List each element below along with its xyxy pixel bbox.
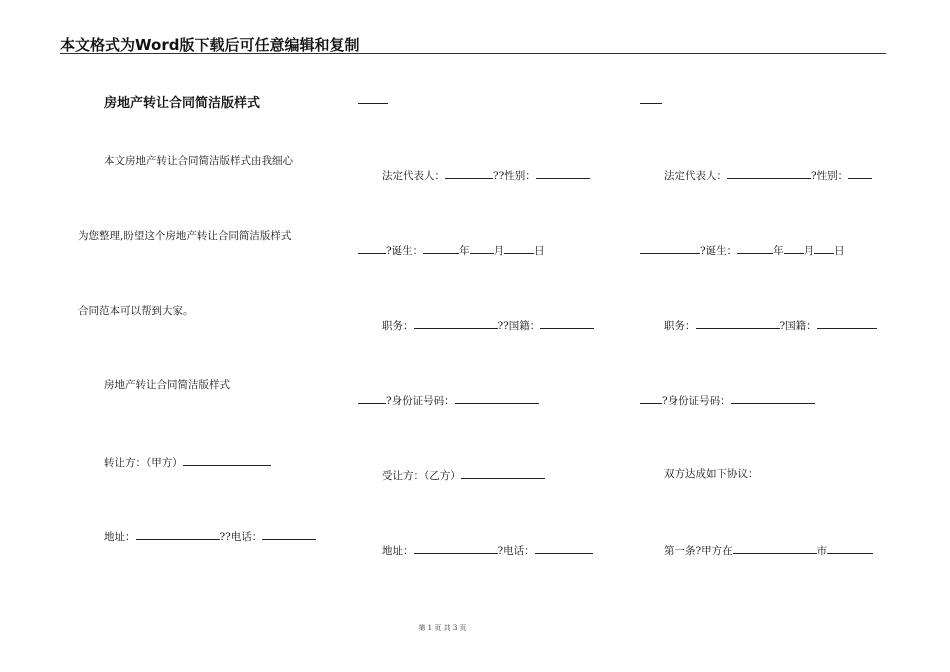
party-b-address-line <box>382 542 593 558</box>
birth-label: ?诞生： <box>700 245 738 257</box>
gender-label: ?性别： <box>811 170 849 182</box>
position-label: 职务： <box>664 320 696 332</box>
legal-rep-blank <box>445 167 493 179</box>
col2-top-blank <box>358 92 388 108</box>
day-label: 日 <box>534 245 545 257</box>
party-b-position-line <box>664 317 877 333</box>
birth-label: ?诞生： <box>386 245 424 257</box>
intro-line-3: 合同范本可以帮到大家。 <box>78 305 194 317</box>
intro-line-2: 为您整理,盼望这个房地产转让合同简洁版样式 <box>78 230 292 242</box>
gender-blank <box>536 167 590 179</box>
clause-one-label: 第一条?甲方在 <box>664 545 733 557</box>
party-a-birth-line <box>358 242 545 258</box>
document-title: 房地产转让合同简洁版样式 <box>104 96 261 111</box>
day-label: 日 <box>834 245 845 257</box>
year-label: 年 <box>773 245 784 257</box>
intro-line-1: 本文房地产转让合同简洁版样式由我细心 <box>104 155 293 167</box>
month-label: 月 <box>493 245 505 257</box>
header-divider <box>60 53 886 54</box>
page-total: 3 <box>452 624 458 632</box>
legal-rep-label: 法定代表人： <box>382 170 445 182</box>
id-label: ?身份证号码： <box>386 395 455 407</box>
phone-label: ??电话： <box>219 531 263 543</box>
address-label: 地址： <box>104 531 136 543</box>
agreement-line: 双方达成如下协议： <box>664 468 759 480</box>
legal-rep-label: 法定代表人： <box>664 170 727 182</box>
phone-blank <box>262 528 316 540</box>
address-blank <box>136 528 220 540</box>
party-a-address-line <box>104 528 316 544</box>
party-a-legal-rep-line <box>382 167 590 183</box>
id-label: ?身份证号码： <box>662 395 731 407</box>
party-a-id-line <box>358 392 539 408</box>
page-footer: 第 1 页 共 3 页 <box>418 624 467 632</box>
party-b-label: 受让方：（乙方） <box>382 470 461 482</box>
nationality-label: ?国籍： <box>779 320 817 332</box>
col3-top-blank <box>640 92 662 108</box>
contract-subtitle: 房地产转让合同简洁版样式 <box>104 379 230 391</box>
phone-label: ?电话： <box>497 545 535 557</box>
nationality-label: ??国籍： <box>497 320 541 332</box>
party-a-position-line <box>382 317 594 333</box>
clause-one-line <box>664 542 873 558</box>
address-label: 地址： <box>382 545 414 557</box>
page-number: 1 <box>427 624 433 632</box>
party-a-label: 转让方：（甲方） <box>104 457 183 469</box>
party-b-line <box>382 467 545 483</box>
month-label: 月 <box>803 245 815 257</box>
city-label: 市 <box>816 545 828 557</box>
party-b-legal-rep-line <box>664 167 872 183</box>
party-a-blank <box>183 454 271 466</box>
gender-label: ??性别： <box>493 170 536 182</box>
party-a-line <box>104 454 271 470</box>
header-banner: 本文格式为Word版下载后可任意编辑和复制 <box>60 36 360 54</box>
position-label: 职务： <box>382 320 414 332</box>
party-b-id-line <box>640 392 815 408</box>
year-label: 年 <box>459 245 470 257</box>
party-b-birth-line <box>640 242 845 258</box>
